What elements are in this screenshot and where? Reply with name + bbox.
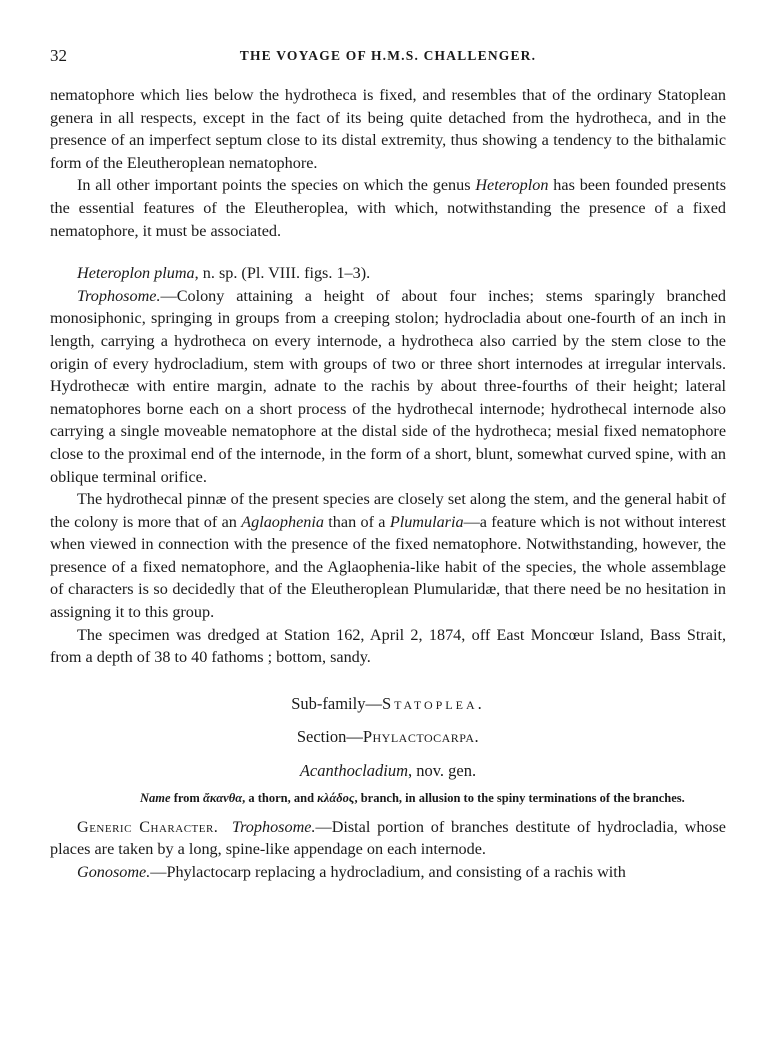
etymology-text: from: [170, 790, 203, 805]
species-name: Heteroplon pluma: [77, 264, 195, 283]
paragraph-trophosome: [50, 285, 726, 488]
paragraph-text: has been founded presents the essential features of the Eleutheroplea, with which, notwithstanding the presence of a fixed nematophore, it must be associated.: [50, 176, 726, 240]
greek-word: κλάδος: [317, 790, 355, 805]
etymology-label: Name: [140, 790, 171, 805]
greek-word: ἄκανθα: [202, 790, 243, 805]
classification-block: [50, 693, 726, 783]
subfamily-prefix: Sub-family—: [291, 693, 382, 713]
section-name: Phylactocarpa.: [362, 727, 480, 747]
page-number: 32: [50, 46, 67, 65]
paragraph-text: —Distal portion of branches destitute of hydrocladia, whose places are taken by a long, spine-like appendage on each internode.: [50, 817, 726, 859]
body-text: [50, 84, 726, 883]
etymology-text: , branch, in allusion to the spiny terminations of the branches.: [354, 790, 685, 805]
paragraph-specimen: [50, 624, 726, 669]
paragraph-generic-character: [50, 816, 726, 861]
paragraph-habit: [50, 488, 726, 624]
paragraph-text: nematophore which lies below the hydrotheca is fixed, and resembles that of the ordinary Statoplean genera in all respects, except in the fact of its being quite detached from the hydrotheca, and in the presence of an imperfect septum close to its distal extremity, thus showing a tendency to the bithalamic form of the Eleutheroplean nematophore.: [50, 86, 726, 172]
running-title: THE VOYAGE OF H.M.S. CHALLENGER.: [239, 48, 537, 63]
new-genus-name: Acanthocladium: [299, 761, 408, 781]
species-reference: , n. sp. (Pl. VIII. figs. 1–3).: [194, 264, 371, 283]
genus-heading: [50, 760, 726, 783]
section-heading: [50, 726, 726, 749]
paragraph-text: —Colony attaining a height of about four inches; stems sparingly branched monosiphonic, springing in groups from a creeping stolon; hydrocladia about one-fourth of an inch in length, carrying a hydrotheca on every internode, a hydrotheca also carried by the stem close to the origin of every hydrocladium, stem with groups of two or three short internodes at irregular intervals. Hydrothecæ with entire margin, adnate to the rachis by about three-fourths of their height; lateral nematophores borne each on a short process of the hydrothecal internode; hydrothecal internode also carrying a single moveable nematophore at the distal side of the hydrotheca; mesial fixed nematophore close to the proximal end of the internode, in the form of a short, blunt, somewhat curved spine, with an oblique terminal orifice.: [50, 286, 726, 486]
species-heading: [50, 262, 726, 285]
paragraph-text: The hydrothecal pinnæ of the present species are closely set along the stem, and the general habit of the colony is more that of an: [50, 490, 726, 531]
subfamily-heading: [50, 693, 726, 716]
paragraph-heteroplon-summary: [50, 174, 726, 242]
genus-name: Heteroplon: [475, 176, 549, 195]
etymology-text: , a thorn, and: [242, 790, 318, 805]
paragraph-text: —a feature which is not without interest when viewed in connection with the presence of the fixed nematophore. Notwithstanding, however, the presence of a fixed nematophore, and the Aglaophenia-like habit of the species, the whole assemblage of characters is so decidedly that of the Eleutheroplean Plumularidæ, that there need be no hesitation in assigning it to this group.: [50, 512, 726, 622]
paragraph-continuation: [50, 84, 726, 174]
trophosome-label: Trophosome.: [232, 817, 316, 836]
section-prefix: Section—: [296, 727, 363, 747]
gonosome-label: Gonosome.: [77, 862, 151, 881]
etymology-note: [140, 789, 726, 808]
paragraph-gonosome: [50, 861, 726, 884]
paragraph-text: —Phylactocarp replacing a hydrocladium, and consisting of a rachis with: [150, 862, 626, 881]
paragraph-text: than of a: [323, 512, 390, 531]
paragraph-text: In all other important points the species on which the genus: [77, 176, 476, 195]
trophosome-label: Trophosome.: [77, 286, 161, 305]
paragraph-text: The specimen was dredged at Station 162, April 2, 1874, off East Moncœur Island, Bass Strait, from a depth of 38 to 40 fathoms ; bottom, sandy.: [50, 625, 726, 667]
page-header: [50, 46, 726, 68]
genus-status: , nov. gen.: [408, 761, 477, 781]
genus-name: Aglaophenia: [241, 512, 324, 531]
genus-name: Plumularia: [389, 512, 464, 531]
subfamily-name: Statoplea.: [381, 693, 485, 713]
generic-character-label: Generic Character.: [77, 817, 219, 836]
